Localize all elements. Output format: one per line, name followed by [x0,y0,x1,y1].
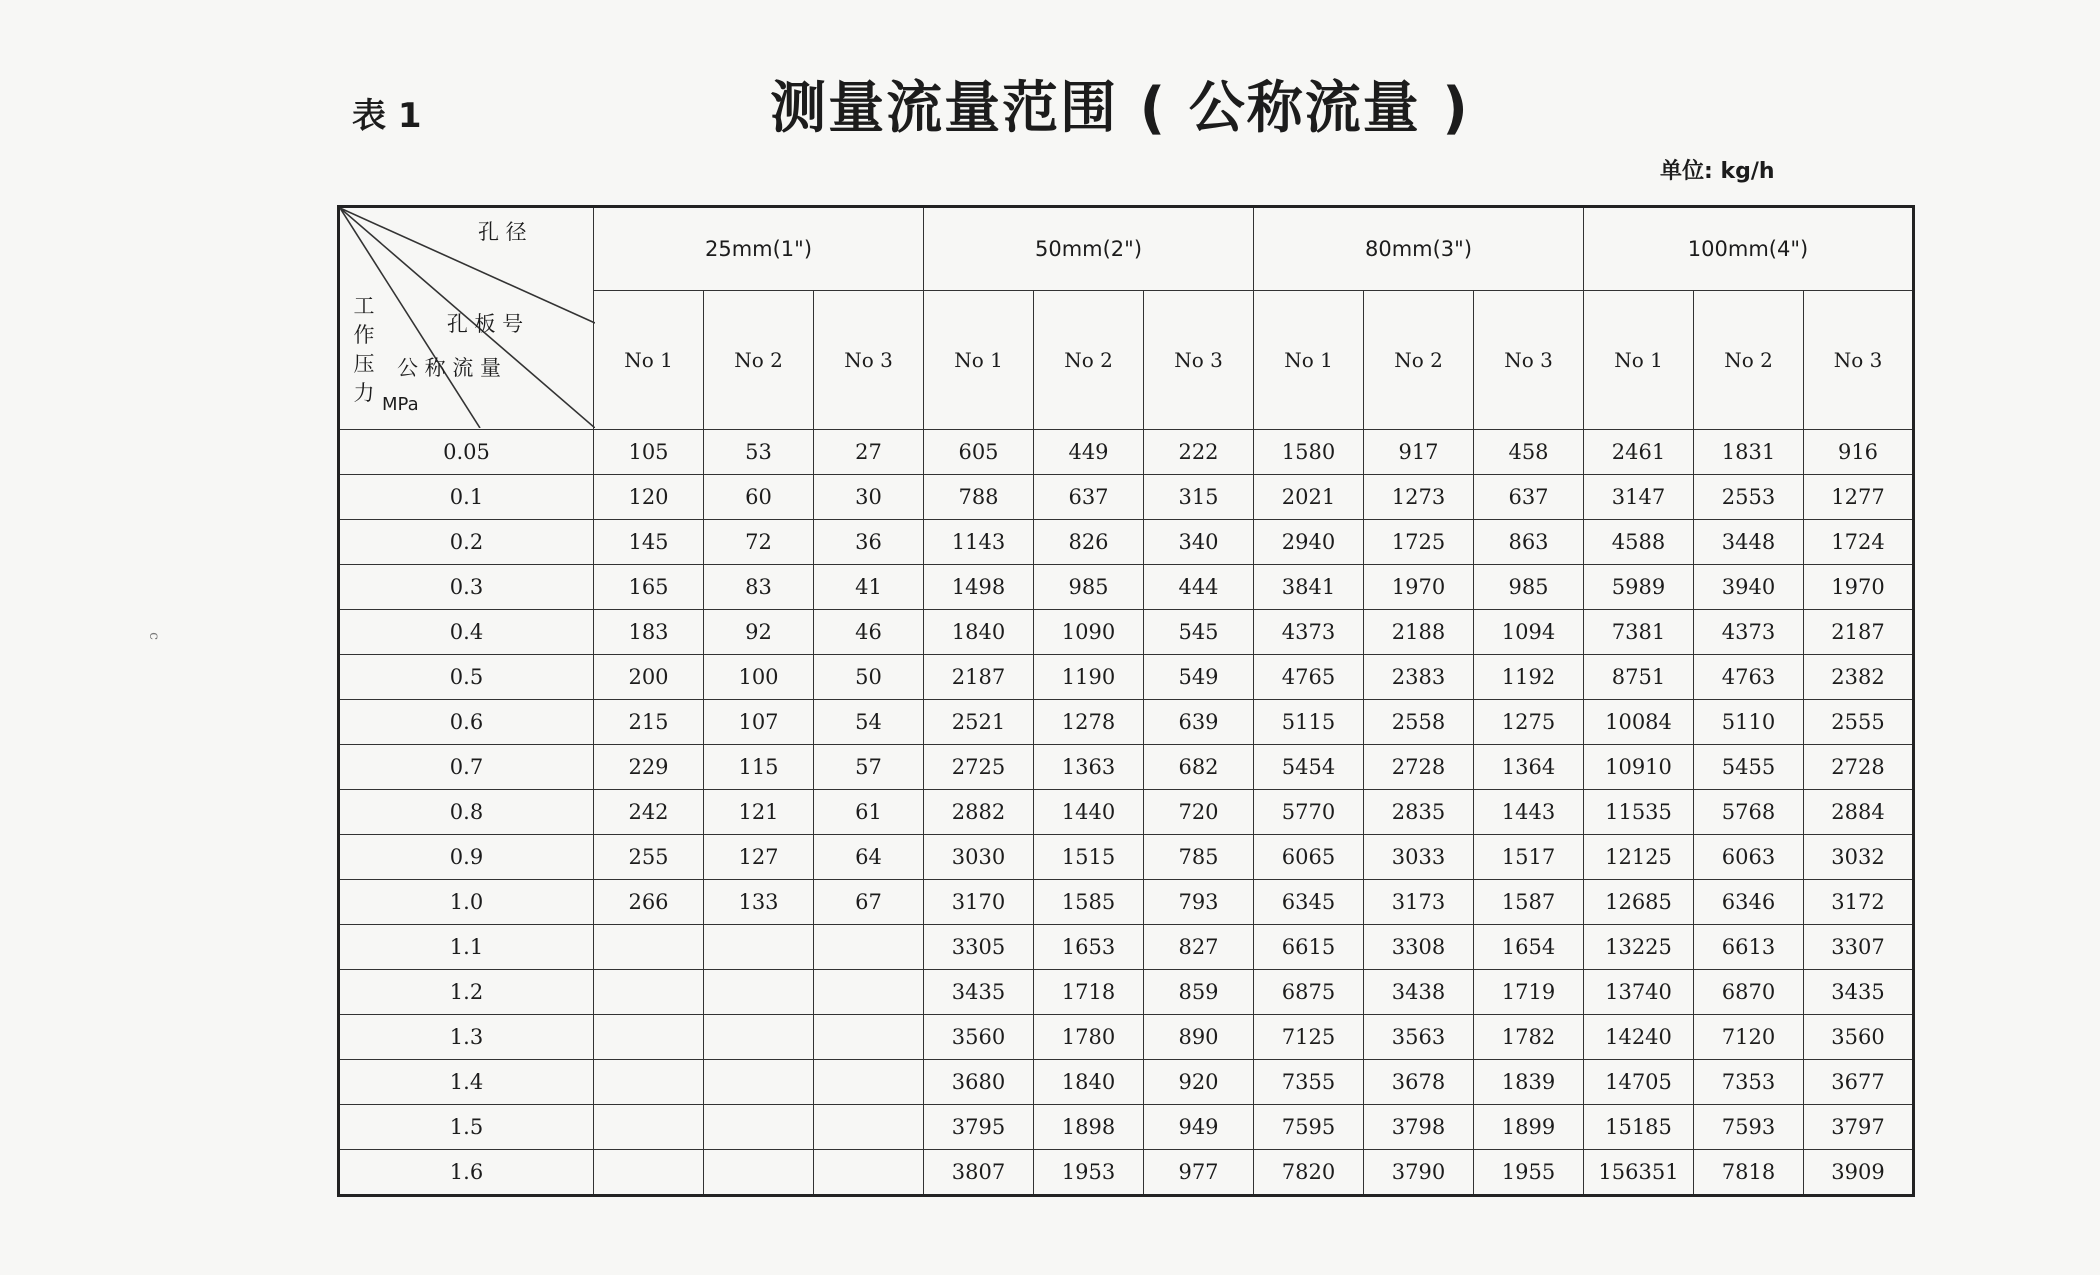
flow-value-cell: 1498 [924,565,1034,610]
flow-value-cell [704,970,814,1015]
flow-value-cell: 1898 [1034,1105,1144,1150]
flow-value-cell: 1580 [1254,430,1364,475]
corner-pressure-label: 工 作 压 力 [353,294,375,405]
table-row [339,1060,1914,1105]
flow-value-cell: 2725 [924,745,1034,790]
flow-value-cell: 10910 [1584,745,1694,790]
table-row [339,970,1914,1015]
flow-value-cell: 890 [1144,1015,1254,1060]
flow-value-cell: 10084 [1584,700,1694,745]
flow-value-cell: 7381 [1584,610,1694,655]
flow-value-cell: 2558 [1364,700,1474,745]
flow-value-cell: 1515 [1034,835,1144,880]
flow-value-cell: 1725 [1364,520,1474,565]
flow-value-cell: 5989 [1584,565,1694,610]
flow-value-cell: 3909 [1804,1150,1914,1196]
flow-value-cell: 1840 [924,610,1034,655]
corner-plate-number-label: 孔 板 号 [446,312,524,336]
flow-value-cell: 3438 [1364,970,1474,1015]
table-row [339,700,1914,745]
flow-value-cell [704,1060,814,1105]
flow-value-cell: 5454 [1254,745,1364,790]
size-header-80mm: 80mm(3") [1254,207,1584,291]
flow-value-cell: 3305 [924,925,1034,970]
flow-value-cell: 444 [1144,565,1254,610]
flow-value-cell [814,1105,924,1150]
flow-value-cell: 1780 [1034,1015,1144,1060]
flow-value-cell: 46 [814,610,924,655]
flow-value-cell: 53 [704,430,814,475]
flow-value-cell [704,925,814,970]
pressure-cell: 0.9 [339,835,594,880]
flow-value-cell: 863 [1474,520,1584,565]
flow-value-cell: 6346 [1694,880,1804,925]
flow-value-cell: 3560 [924,1015,1034,1060]
flow-value-cell: 5110 [1694,700,1804,745]
flow-value-cell: 1517 [1474,835,1584,880]
flow-value-cell: 222 [1144,430,1254,475]
flow-value-cell: 7353 [1694,1060,1804,1105]
pressure-cell: 0.2 [339,520,594,565]
flow-value-cell: 3032 [1804,835,1914,880]
page-mark: c [145,632,162,640]
flow-value-cell: 682 [1144,745,1254,790]
size-header-100mm: 100mm(4") [1584,207,1914,291]
flow-value-cell: 5455 [1694,745,1804,790]
flow-value-cell: 2188 [1364,610,1474,655]
page-title: 测量流量范围 ( 公称流量 ) [770,76,1470,141]
plate-header-cell: No 2 [1364,291,1474,430]
flow-value-cell: 458 [1474,430,1584,475]
pressure-cell: 0.8 [339,790,594,835]
flow-value-cell: 545 [1144,610,1254,655]
size-header-50mm: 50mm(2") [924,207,1254,291]
flow-value-cell: 145 [594,520,704,565]
table-row [339,1015,1914,1060]
flow-value-cell: 985 [1034,565,1144,610]
flow-value-cell: 1363 [1034,745,1144,790]
flow-value-cell: 4373 [1254,610,1364,655]
flow-value-cell: 977 [1144,1150,1254,1196]
plate-header-cell: No 1 [924,291,1034,430]
flow-value-cell: 920 [1144,1060,1254,1105]
flow-value-cell [814,1060,924,1105]
table-row [339,430,1914,475]
flow-value-cell: 3033 [1364,835,1474,880]
flow-value-cell: 13740 [1584,970,1694,1015]
table-corner-header [339,207,594,430]
flow-value-cell: 3170 [924,880,1034,925]
flow-value-cell: 793 [1144,880,1254,925]
flow-value-cell: 985 [1474,565,1584,610]
flow-value-cell [594,1060,704,1105]
flow-value-cell: 2383 [1364,655,1474,700]
flow-value-cell: 1955 [1474,1150,1584,1196]
flow-value-cell [814,925,924,970]
flow-value-cell: 266 [594,880,704,925]
flow-value-cell: 3563 [1364,1015,1474,1060]
flow-value-cell: 2187 [1804,610,1914,655]
table-row [339,835,1914,880]
flow-value-cell: 5770 [1254,790,1364,835]
flow-value-cell: 1587 [1474,880,1584,925]
flow-value-cell: 2940 [1254,520,1364,565]
flow-value-cell [594,925,704,970]
flow-value-cell: 2187 [924,655,1034,700]
flow-value-cell: 67 [814,880,924,925]
flow-value-cell: 92 [704,610,814,655]
flow-value-cell: 3435 [1804,970,1914,1015]
flow-value-cell: 156351 [1584,1150,1694,1196]
flow-value-cell: 2728 [1364,745,1474,790]
flow-value-cell: 2553 [1694,475,1804,520]
table-row [339,1105,1914,1150]
flow-value-cell: 6615 [1254,925,1364,970]
flow-value-cell: 4588 [1584,520,1694,565]
flow-value-cell: 720 [1144,790,1254,835]
flow-value-cell: 1585 [1034,880,1144,925]
table-row [339,520,1914,565]
flow-value-cell [814,1150,924,1196]
flow-value-cell: 1953 [1034,1150,1144,1196]
flow-value-cell: 1190 [1034,655,1144,700]
flow-value-cell: 7820 [1254,1150,1364,1196]
flow-value-cell: 1275 [1474,700,1584,745]
flow-value-cell: 3147 [1584,475,1694,520]
flow-value-cell: 3795 [924,1105,1034,1150]
flow-value-cell: 7593 [1694,1105,1804,1150]
flow-value-cell: 255 [594,835,704,880]
flow-value-cell: 41 [814,565,924,610]
flow-value-cell: 3307 [1804,925,1914,970]
plate-header-cell: No 1 [1254,291,1364,430]
flow-value-cell: 54 [814,700,924,745]
flow-value-cell: 64 [814,835,924,880]
flow-value-cell: 1724 [1804,520,1914,565]
table-row [339,610,1914,655]
flow-value-cell: 1831 [1694,430,1804,475]
flow-value-cell: 2382 [1804,655,1914,700]
flow-value-cell: 57 [814,745,924,790]
plate-header-cell: No 3 [1144,291,1254,430]
flow-value-cell: 2882 [924,790,1034,835]
table-row [339,745,1914,790]
table-row [339,1150,1914,1196]
flow-value-cell: 242 [594,790,704,835]
flow-value-cell: 2521 [924,700,1034,745]
flow-value-cell: 83 [704,565,814,610]
flow-value-cell: 14705 [1584,1060,1694,1105]
pressure-cell: 1.0 [339,880,594,925]
pressure-cell: 1.5 [339,1105,594,1150]
flow-value-cell: 115 [704,745,814,790]
flow-value-cell [704,1150,814,1196]
corner-nominal-flow-label: 公 称 流 量 [396,356,502,380]
plate-header-cell: No 1 [1584,291,1694,430]
flow-value-cell: 3797 [1804,1105,1914,1150]
flow-value-cell: 3940 [1694,565,1804,610]
corner-bore-label: 孔 径 [478,220,527,244]
pressure-cell: 1.1 [339,925,594,970]
flow-value-cell: 1782 [1474,1015,1584,1060]
plate-header-cell: No 3 [1804,291,1914,430]
flow-value-cell: 1443 [1474,790,1584,835]
table-label: 表 1 [352,96,422,136]
flow-value-cell: 5768 [1694,790,1804,835]
flow-value-cell: 6063 [1694,835,1804,880]
flow-value-cell: 826 [1034,520,1144,565]
flow-value-cell: 1839 [1474,1060,1584,1105]
flow-value-cell: 4373 [1694,610,1804,655]
flow-value-cell: 15185 [1584,1105,1694,1150]
flow-value-cell: 3680 [924,1060,1034,1105]
flow-value-cell [594,970,704,1015]
flow-range-table [337,205,1915,1197]
flow-value-cell: 8751 [1584,655,1694,700]
flow-value-cell: 1094 [1474,610,1584,655]
pressure-cell: 1.3 [339,1015,594,1060]
table-row [339,790,1914,835]
flow-value-cell: 917 [1364,430,1474,475]
flow-value-cell: 3790 [1364,1150,1474,1196]
flow-value-cell: 14240 [1584,1015,1694,1060]
flow-value-cell: 549 [1144,655,1254,700]
flow-value-cell: 3173 [1364,880,1474,925]
pressure-cell: 0.1 [339,475,594,520]
flow-value-cell: 1143 [924,520,1034,565]
flow-value-cell: 60 [704,475,814,520]
flow-value-cell: 12125 [1584,835,1694,880]
flow-value-cell: 30 [814,475,924,520]
flow-value-cell: 7125 [1254,1015,1364,1060]
flow-value-cell: 1840 [1034,1060,1144,1105]
flow-value-cell: 1719 [1474,970,1584,1015]
flow-value-cell [704,1015,814,1060]
flow-value-cell: 36 [814,520,924,565]
flow-value-cell: 229 [594,745,704,790]
flow-value-cell: 3807 [924,1150,1034,1196]
pressure-cell: 1.4 [339,1060,594,1105]
flow-value-cell: 637 [1474,475,1584,520]
flow-value-cell: 2461 [1584,430,1694,475]
flow-value-cell: 1899 [1474,1105,1584,1150]
flow-value-cell: 1440 [1034,790,1144,835]
pressure-cell: 0.3 [339,565,594,610]
flow-value-cell: 105 [594,430,704,475]
flow-value-cell: 7120 [1694,1015,1804,1060]
flow-value-cell: 788 [924,475,1034,520]
flow-value-cell: 6345 [1254,880,1364,925]
pressure-cell: 0.7 [339,745,594,790]
table-row [339,925,1914,970]
flow-value-cell: 4763 [1694,655,1804,700]
flow-value-cell: 61 [814,790,924,835]
flow-value-cell: 785 [1144,835,1254,880]
flow-value-cell [594,1105,704,1150]
flow-value-cell: 1970 [1804,565,1914,610]
flow-value-cell: 5115 [1254,700,1364,745]
flow-value-cell: 639 [1144,700,1254,745]
flow-value-cell: 6870 [1694,970,1804,1015]
flow-value-cell: 3435 [924,970,1034,1015]
flow-value-cell: 7818 [1694,1150,1804,1196]
flow-value-cell: 100 [704,655,814,700]
flow-value-cell: 6875 [1254,970,1364,1015]
flow-value-cell: 120 [594,475,704,520]
plate-header-cell: No 2 [704,291,814,430]
flow-value-cell: 3798 [1364,1105,1474,1150]
pressure-cell: 0.4 [339,610,594,655]
flow-value-cell: 1273 [1364,475,1474,520]
flow-value-cell: 6065 [1254,835,1364,880]
flow-value-cell: 200 [594,655,704,700]
flow-value-cell: 6613 [1694,925,1804,970]
table-row [339,565,1914,610]
pressure-cell: 1.6 [339,1150,594,1196]
flow-value-cell: 127 [704,835,814,880]
flow-value-cell: 4765 [1254,655,1364,700]
flow-value-cell: 2835 [1364,790,1474,835]
flow-value-cell: 3308 [1364,925,1474,970]
flow-value-cell: 7595 [1254,1105,1364,1150]
flow-value-cell: 1277 [1804,475,1914,520]
flow-value-cell: 827 [1144,925,1254,970]
pressure-cell: 0.05 [339,430,594,475]
flow-value-cell: 50 [814,655,924,700]
flow-value-cell [814,1015,924,1060]
flow-value-cell: 1654 [1474,925,1584,970]
flow-value-cell: 605 [924,430,1034,475]
flow-value-cell: 637 [1034,475,1144,520]
unit-note: 单位: kg/h [1660,159,1775,184]
flow-value-cell: 449 [1034,430,1144,475]
plate-header-cell: No 1 [594,291,704,430]
flow-value-cell: 340 [1144,520,1254,565]
table-row [339,880,1914,925]
flow-value-cell: 1090 [1034,610,1144,655]
pressure-cell: 1.2 [339,970,594,1015]
flow-value-cell [594,1150,704,1196]
pressure-cell: 0.6 [339,700,594,745]
flow-value-cell: 3678 [1364,1060,1474,1105]
flow-value-cell: 11535 [1584,790,1694,835]
size-header-25mm: 25mm(1") [594,207,924,291]
flow-value-cell: 3030 [924,835,1034,880]
flow-value-cell: 2884 [1804,790,1914,835]
plate-header-cell: No 2 [1034,291,1144,430]
flow-value-cell: 215 [594,700,704,745]
flow-value-cell: 859 [1144,970,1254,1015]
flow-value-cell: 949 [1144,1105,1254,1150]
plate-header-cell: No 2 [1694,291,1804,430]
flow-value-cell: 7355 [1254,1060,1364,1105]
flow-value-cell: 3841 [1254,565,1364,610]
flow-value-cell: 1970 [1364,565,1474,610]
plate-header-cell: No 3 [814,291,924,430]
flow-value-cell: 1718 [1034,970,1144,1015]
flow-value-cell: 916 [1804,430,1914,475]
flow-value-cell: 165 [594,565,704,610]
flow-value-cell: 133 [704,880,814,925]
flow-value-cell: 1192 [1474,655,1584,700]
flow-value-cell: 183 [594,610,704,655]
flow-value-cell: 315 [1144,475,1254,520]
corner-pressure-unit: MPa [382,394,419,415]
flow-value-cell: 2728 [1804,745,1914,790]
flow-value-cell [814,970,924,1015]
flow-value-cell: 13225 [1584,925,1694,970]
flow-value-cell: 1364 [1474,745,1584,790]
table-row [339,655,1914,700]
table-row [339,475,1914,520]
flow-value-cell: 1653 [1034,925,1144,970]
flow-value-cell: 3560 [1804,1015,1914,1060]
flow-value-cell: 72 [704,520,814,565]
flow-value-cell: 3172 [1804,880,1914,925]
flow-value-cell: 3677 [1804,1060,1914,1105]
flow-value-cell: 27 [814,430,924,475]
flow-value-cell: 107 [704,700,814,745]
flow-value-cell [704,1105,814,1150]
flow-value-cell: 121 [704,790,814,835]
flow-value-cell: 2555 [1804,700,1914,745]
pressure-cell: 0.5 [339,655,594,700]
flow-value-cell: 2021 [1254,475,1364,520]
flow-value-cell: 3448 [1694,520,1804,565]
plate-header-cell: No 3 [1474,291,1584,430]
flow-value-cell: 12685 [1584,880,1694,925]
flow-value-cell [594,1015,704,1060]
flow-value-cell: 1278 [1034,700,1144,745]
